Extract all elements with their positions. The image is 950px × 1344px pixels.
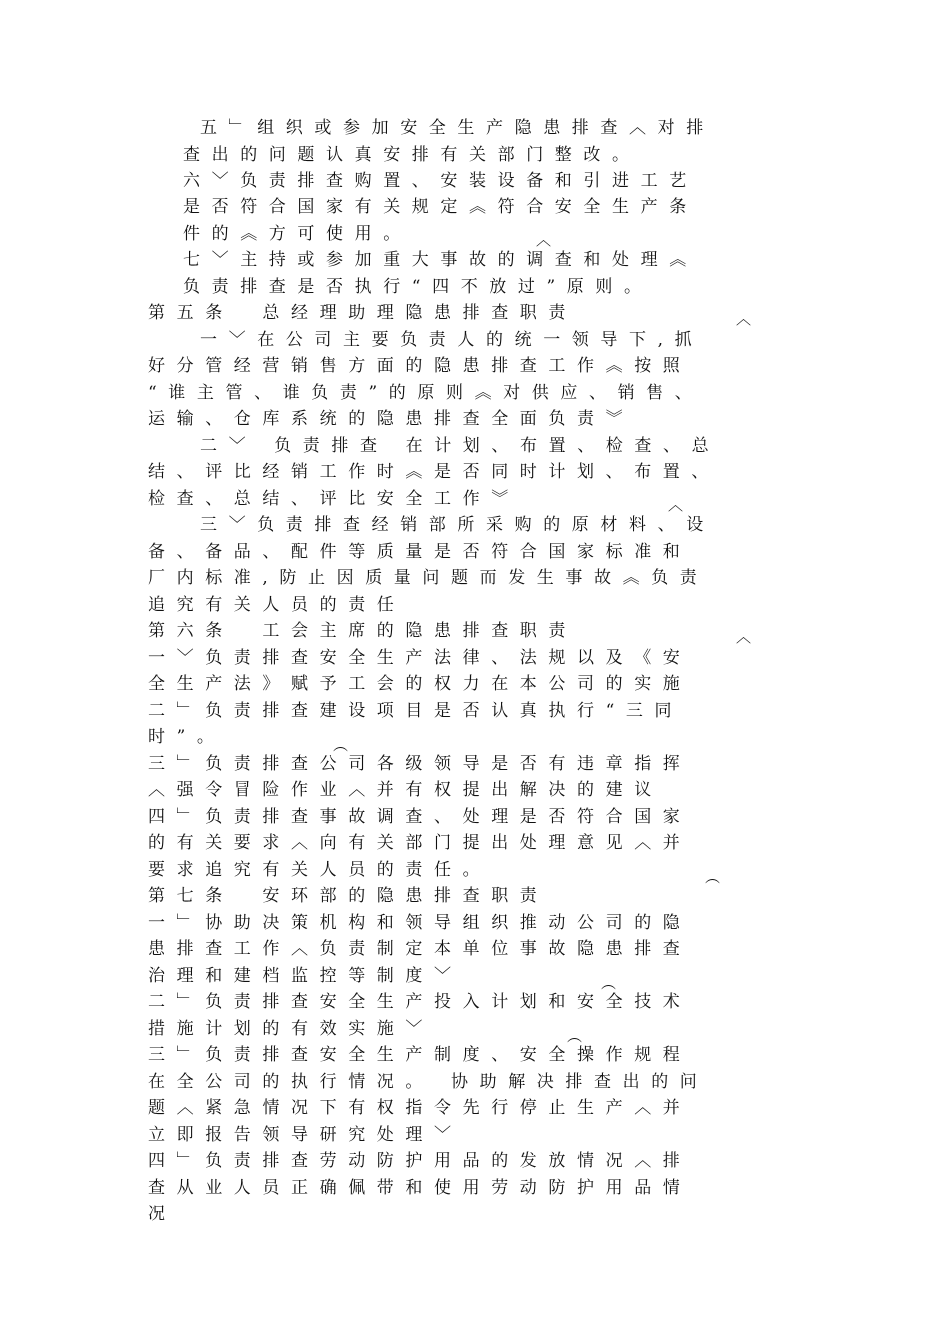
text-line: 时”。	[148, 727, 226, 747]
text-line: 备、备品、配件等质量是否符合国家标准和	[148, 542, 692, 562]
text-line: 在全公司的执行情况。 协助解决排查出的问	[148, 1072, 709, 1092]
text-line: 七﹀主持或参加重大事故的调查和处理︽	[183, 250, 698, 270]
text-line: 好分管经营销售方面的隐患排查工作︽按照	[148, 356, 692, 376]
text-line: 要求追究有关人员的责任。	[148, 860, 492, 880]
text-line: ︿强令冒险作业︿并有权提出解决的建议	[148, 780, 663, 800]
section-heading: 第七条 安环部的隐患排查职责	[148, 886, 549, 906]
section-heading: 第六条 工会主席的隐患排查职责	[148, 621, 577, 641]
text-line: 措施计划的有效实施﹀	[148, 1019, 434, 1039]
text-line: 三﹀负责排查经销部所采购的原材料、设	[200, 515, 715, 535]
section-heading: 第五条 总经理助理隐患排查职责	[148, 303, 577, 323]
text-line: 六﹀负责排查购置、安装设备和引进工艺	[183, 171, 698, 191]
text-line: 追究有关人员的责任	[148, 595, 406, 615]
text-line: 四﹂负责排查事故调查、处理是否符合国家	[148, 807, 692, 827]
text-line: 五﹂组织或参加安全生产隐患排查︿对排	[200, 118, 715, 138]
stray-mark: ︵	[567, 1027, 583, 1045]
text-line: 二﹂负责排查安全生产投入计划和安全技术	[148, 992, 692, 1012]
text-line: 结、评比经销工作时︽是否同时计划、布置、	[148, 462, 720, 482]
text-line: 是否符合国家有关规定︽符合安全生产条	[183, 197, 698, 217]
text-line: 负责排查是否执行“四不放过”原则。	[183, 277, 653, 297]
stray-mark: ︵	[601, 974, 617, 992]
stray-mark: ︵	[705, 868, 721, 886]
text-line: 二﹀ 负责排查 在计划、布置、检查、总	[200, 436, 721, 456]
text-line: 查从业人员正确佩带和使用劳动防护用品情	[148, 1178, 692, 1198]
text-line: 检查、总结、评比安全工作︾	[148, 489, 520, 509]
stray-mark: ︿	[536, 231, 552, 249]
text-line: 四﹂负责排查劳动防护用品的发放情况︿排	[148, 1151, 692, 1171]
stray-mark: ︿	[736, 628, 752, 646]
text-line: 立即报告领导研究处理﹀	[148, 1125, 463, 1145]
text-line: 患排查工作︿负责制定本单位事故隐患排查	[148, 939, 692, 959]
text-line: 全生产法》赋予工会的权力在本公司的实施	[148, 674, 692, 694]
text-line: 题︿紧急情况下有权指令先行停止生产︿并	[148, 1098, 692, 1118]
text-line: 一﹂协助决策机构和领导组织推动公司的隐	[148, 913, 692, 933]
stray-mark: ︿	[668, 496, 684, 514]
stray-mark: ︵	[333, 736, 349, 754]
text-line: 治理和建档监控等制度﹀	[148, 966, 463, 986]
text-line: “谁主管、谁负责”的原则︽对供应、销售、	[148, 383, 704, 403]
text-line: 的有关要求︿向有关部门提出处理意见︿并	[148, 833, 692, 853]
text-line: 三﹂负责排查安全生产制度、安全操作规程	[148, 1045, 692, 1065]
text-line: 件的︽方可使用。	[183, 224, 412, 244]
text-line: 一﹀在公司主要负责人的统一领导下,抓	[200, 330, 704, 350]
text-line: 三﹂负责排查公司各级领导是否有违章指挥	[148, 754, 692, 774]
text-line: 二﹂负责排查建设项目是否认真执行“三同	[148, 701, 684, 721]
text-line: 厂内标准,防止因质量问题而发生事故︽负责	[148, 568, 709, 588]
text-line: 一﹀负责排查安全生产法律、法规以及《安	[148, 648, 692, 668]
text-line: 况	[148, 1204, 177, 1224]
text-line: 查出的问题认真安排有关部门整改。	[183, 145, 641, 165]
text-line: 运输、仓库系统的隐患排查全面负责︾	[148, 409, 635, 429]
stray-mark: ︿	[736, 310, 752, 328]
